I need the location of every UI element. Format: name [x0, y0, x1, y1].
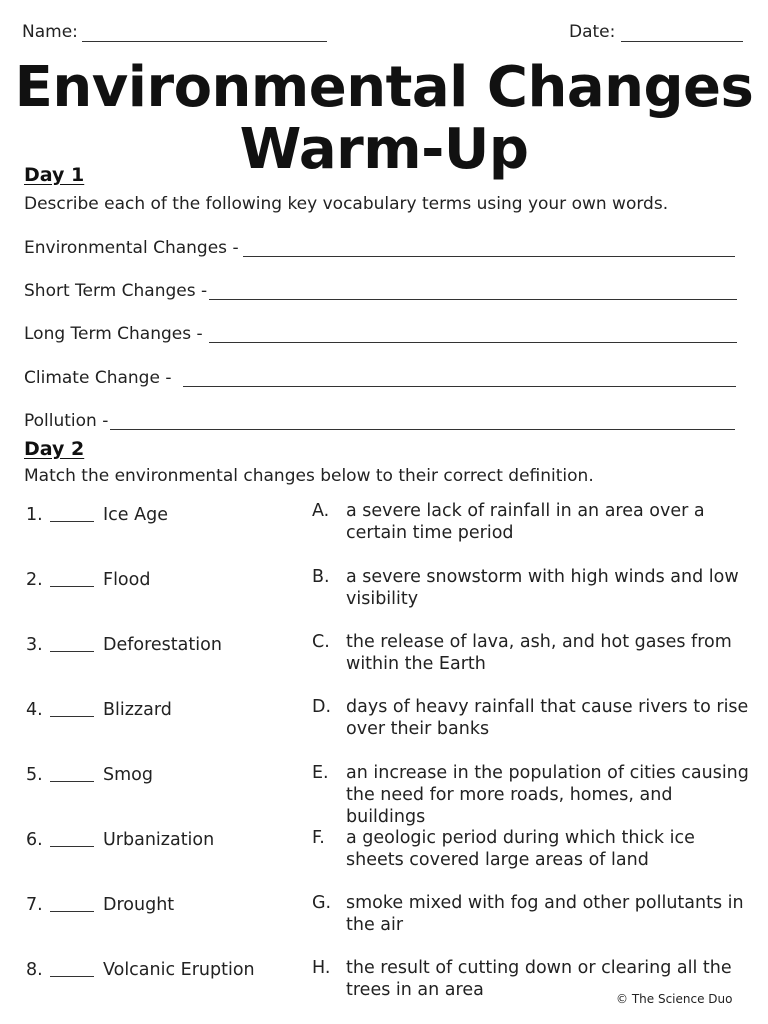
copyright-notice: © The Science Duo [616, 992, 733, 1006]
match-term: Ice Age [103, 505, 168, 525]
match-answer-blank[interactable] [50, 911, 94, 912]
match-term: Urbanization [103, 830, 215, 850]
answer-line-pollution[interactable] [110, 429, 735, 430]
match-number: 1. [26, 505, 43, 525]
day2-heading: Day 2 [24, 438, 85, 460]
definition-letter: A. [312, 501, 330, 521]
match-answer-blank[interactable] [50, 976, 94, 977]
answer-line-long-term[interactable] [209, 342, 737, 343]
definition-letter: C. [312, 632, 330, 652]
definition-letter: D. [312, 697, 332, 717]
match-answer-blank[interactable] [50, 781, 94, 782]
day1-heading: Day 1 [24, 164, 85, 186]
match-number: 5. [26, 765, 43, 785]
definition-letter: E. [312, 763, 329, 783]
match-answer-blank[interactable] [50, 651, 94, 652]
definition-text: a severe snowstorm with high winds and low visibility [346, 567, 739, 609]
name-field[interactable] [82, 41, 327, 42]
answer-line-short-term[interactable] [209, 299, 737, 300]
name-label: Name: [22, 22, 78, 42]
match-term: Deforestation [103, 635, 222, 655]
definition-letter: G. [312, 893, 332, 913]
day2-instructions: Match the environmental changes below to their correct definition. [24, 466, 594, 486]
match-number: 8. [26, 960, 43, 980]
match-term: Blizzard [103, 700, 172, 720]
match-answer-blank[interactable] [50, 716, 94, 717]
definition-letter: B. [312, 567, 330, 587]
definition-letter: F. [312, 828, 325, 848]
answer-line-climate-change[interactable] [183, 386, 736, 387]
vocab-term-pollution: Pollution - [24, 411, 109, 431]
match-term: Smog [103, 765, 153, 785]
definition-text: the release of lava, ash, and hot gases from within the Earth [346, 632, 732, 674]
page-title-line1: Environmental Changes [14, 55, 754, 120]
day1-instructions: Describe each of the following key vocabulary terms using your own words. [24, 194, 669, 214]
definition-text: a geologic period during which thick ice sheets covered large areas of land [346, 828, 695, 870]
match-answer-blank[interactable] [50, 846, 94, 847]
match-number: 7. [26, 895, 43, 915]
definition-letter: H. [312, 958, 331, 978]
match-number: 4. [26, 700, 43, 720]
vocab-term-climate-change: Climate Change - [24, 368, 172, 388]
definition-text: an increase in the population of cities causing the need for more roads, homes, and buildings [346, 763, 749, 827]
match-answer-blank[interactable] [50, 586, 94, 587]
match-number: 3. [26, 635, 43, 655]
match-term: Flood [103, 570, 151, 590]
definition-text: the result of cutting down or clearing all the trees in an area [346, 958, 732, 1000]
match-answer-blank[interactable] [50, 521, 94, 522]
answer-line-environmental-changes[interactable] [243, 256, 735, 257]
page-title-line2: Warm-Up [239, 117, 529, 182]
date-field[interactable] [621, 41, 743, 42]
match-number: 2. [26, 570, 43, 590]
match-number: 6. [26, 830, 43, 850]
definition-text: a severe lack of rainfall in an area over a certain time period [346, 501, 705, 543]
date-label: Date: [569, 22, 616, 42]
definition-text: days of heavy rainfall that cause rivers to rise over their banks [346, 697, 749, 739]
vocab-term-environmental-changes: Environmental Changes - [24, 238, 239, 258]
vocab-term-long-term: Long Term Changes - [24, 324, 203, 344]
match-term: Drought [103, 895, 175, 915]
vocab-term-short-term: Short Term Changes - [24, 281, 208, 301]
match-term: Volcanic Eruption [103, 960, 255, 980]
definition-text: smoke mixed with fog and other pollutants in the air [346, 893, 744, 935]
